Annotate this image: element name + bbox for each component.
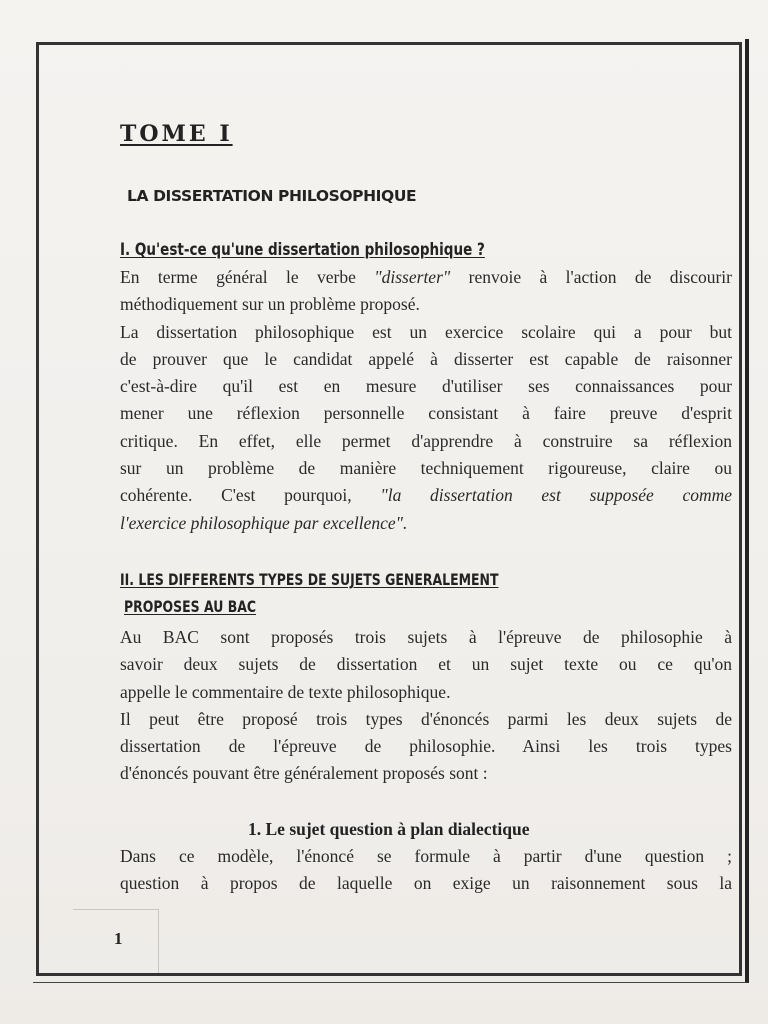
text-line: Au BAC sont proposés trois sujets à l'épreuve de philosophie à [120, 627, 732, 647]
text-line: Il peut être proposé trois types d'énoncés parmi les deux sujets de [120, 708, 732, 729]
text-line [120, 510, 732, 537]
italic-quote: "la dissertation est supposée comme [380, 485, 733, 506]
text-line: appelle le commentaire de texte philosophique. [120, 681, 451, 702]
subsection-1-heading: 1. Le sujet question à plan dialectique [248, 819, 530, 839]
text-line: question à propos de laquelle on exige un raisonnement sous la [120, 873, 732, 894]
text-line: Dans ce modèle, l'énoncé se formule à partir d'une question ; [120, 846, 732, 866]
section-2-heading-cont: PROPOSES AU BAC [124, 597, 257, 616]
document-subtitle: LA DISSERTATION PHILOSOPHIQUE [127, 187, 417, 205]
subsection-1-body [120, 843, 732, 898]
section-2-body [120, 624, 732, 788]
text-line: d'énoncés pouvant être généralement proposés sont : [120, 763, 488, 784]
text-line: savoir deux sujets de dissertation et un sujet texte ou ce qu'on [120, 654, 732, 675]
text-line: En terme général le verbe "disserter" renvoie à l'action de discourir [120, 267, 732, 287]
text-line: méthodiquement sur un problème proposé. [120, 294, 420, 315]
text-line: dissertation de l'épreuve de philosophie. Ainsi les trois types [120, 736, 732, 757]
section-2-heading: II. LES DIFFERENTS TYPES DE SUJETS GENERALEMENT [120, 570, 499, 589]
italic-quote-end: l'exercice philosophique par excellence". [120, 512, 408, 533]
text-line: critique. En effet, elle permet d'apprendre à construire sa réflexion [120, 430, 732, 451]
section-1-body [120, 264, 732, 537]
text-line: mener une réflexion personnelle consistant à faire preuve d'esprit [120, 403, 732, 424]
text-line: c'est-à-dire qu'il est en mesure d'utiliser ses connaissances pour [120, 376, 732, 397]
text-line: cohérente. C'est pourquoi, "la dissertation est supposée comme [120, 485, 733, 506]
section-1-heading: I. Qu'est-ce qu'une dissertation philosophique ? [120, 240, 485, 259]
tome-title: TOME I [120, 121, 233, 147]
text-line: de prouver que le candidat appelé à disserter est capable de raisonner [120, 348, 732, 369]
page-number: 1 [114, 929, 123, 948]
text-line: sur un problème de manière techniquement rigoureuse, claire ou [120, 458, 732, 479]
italic-term: "disserter" [374, 267, 451, 287]
text-line: La dissertation philosophique est un exercice scolaire qui a pour but [120, 321, 732, 342]
